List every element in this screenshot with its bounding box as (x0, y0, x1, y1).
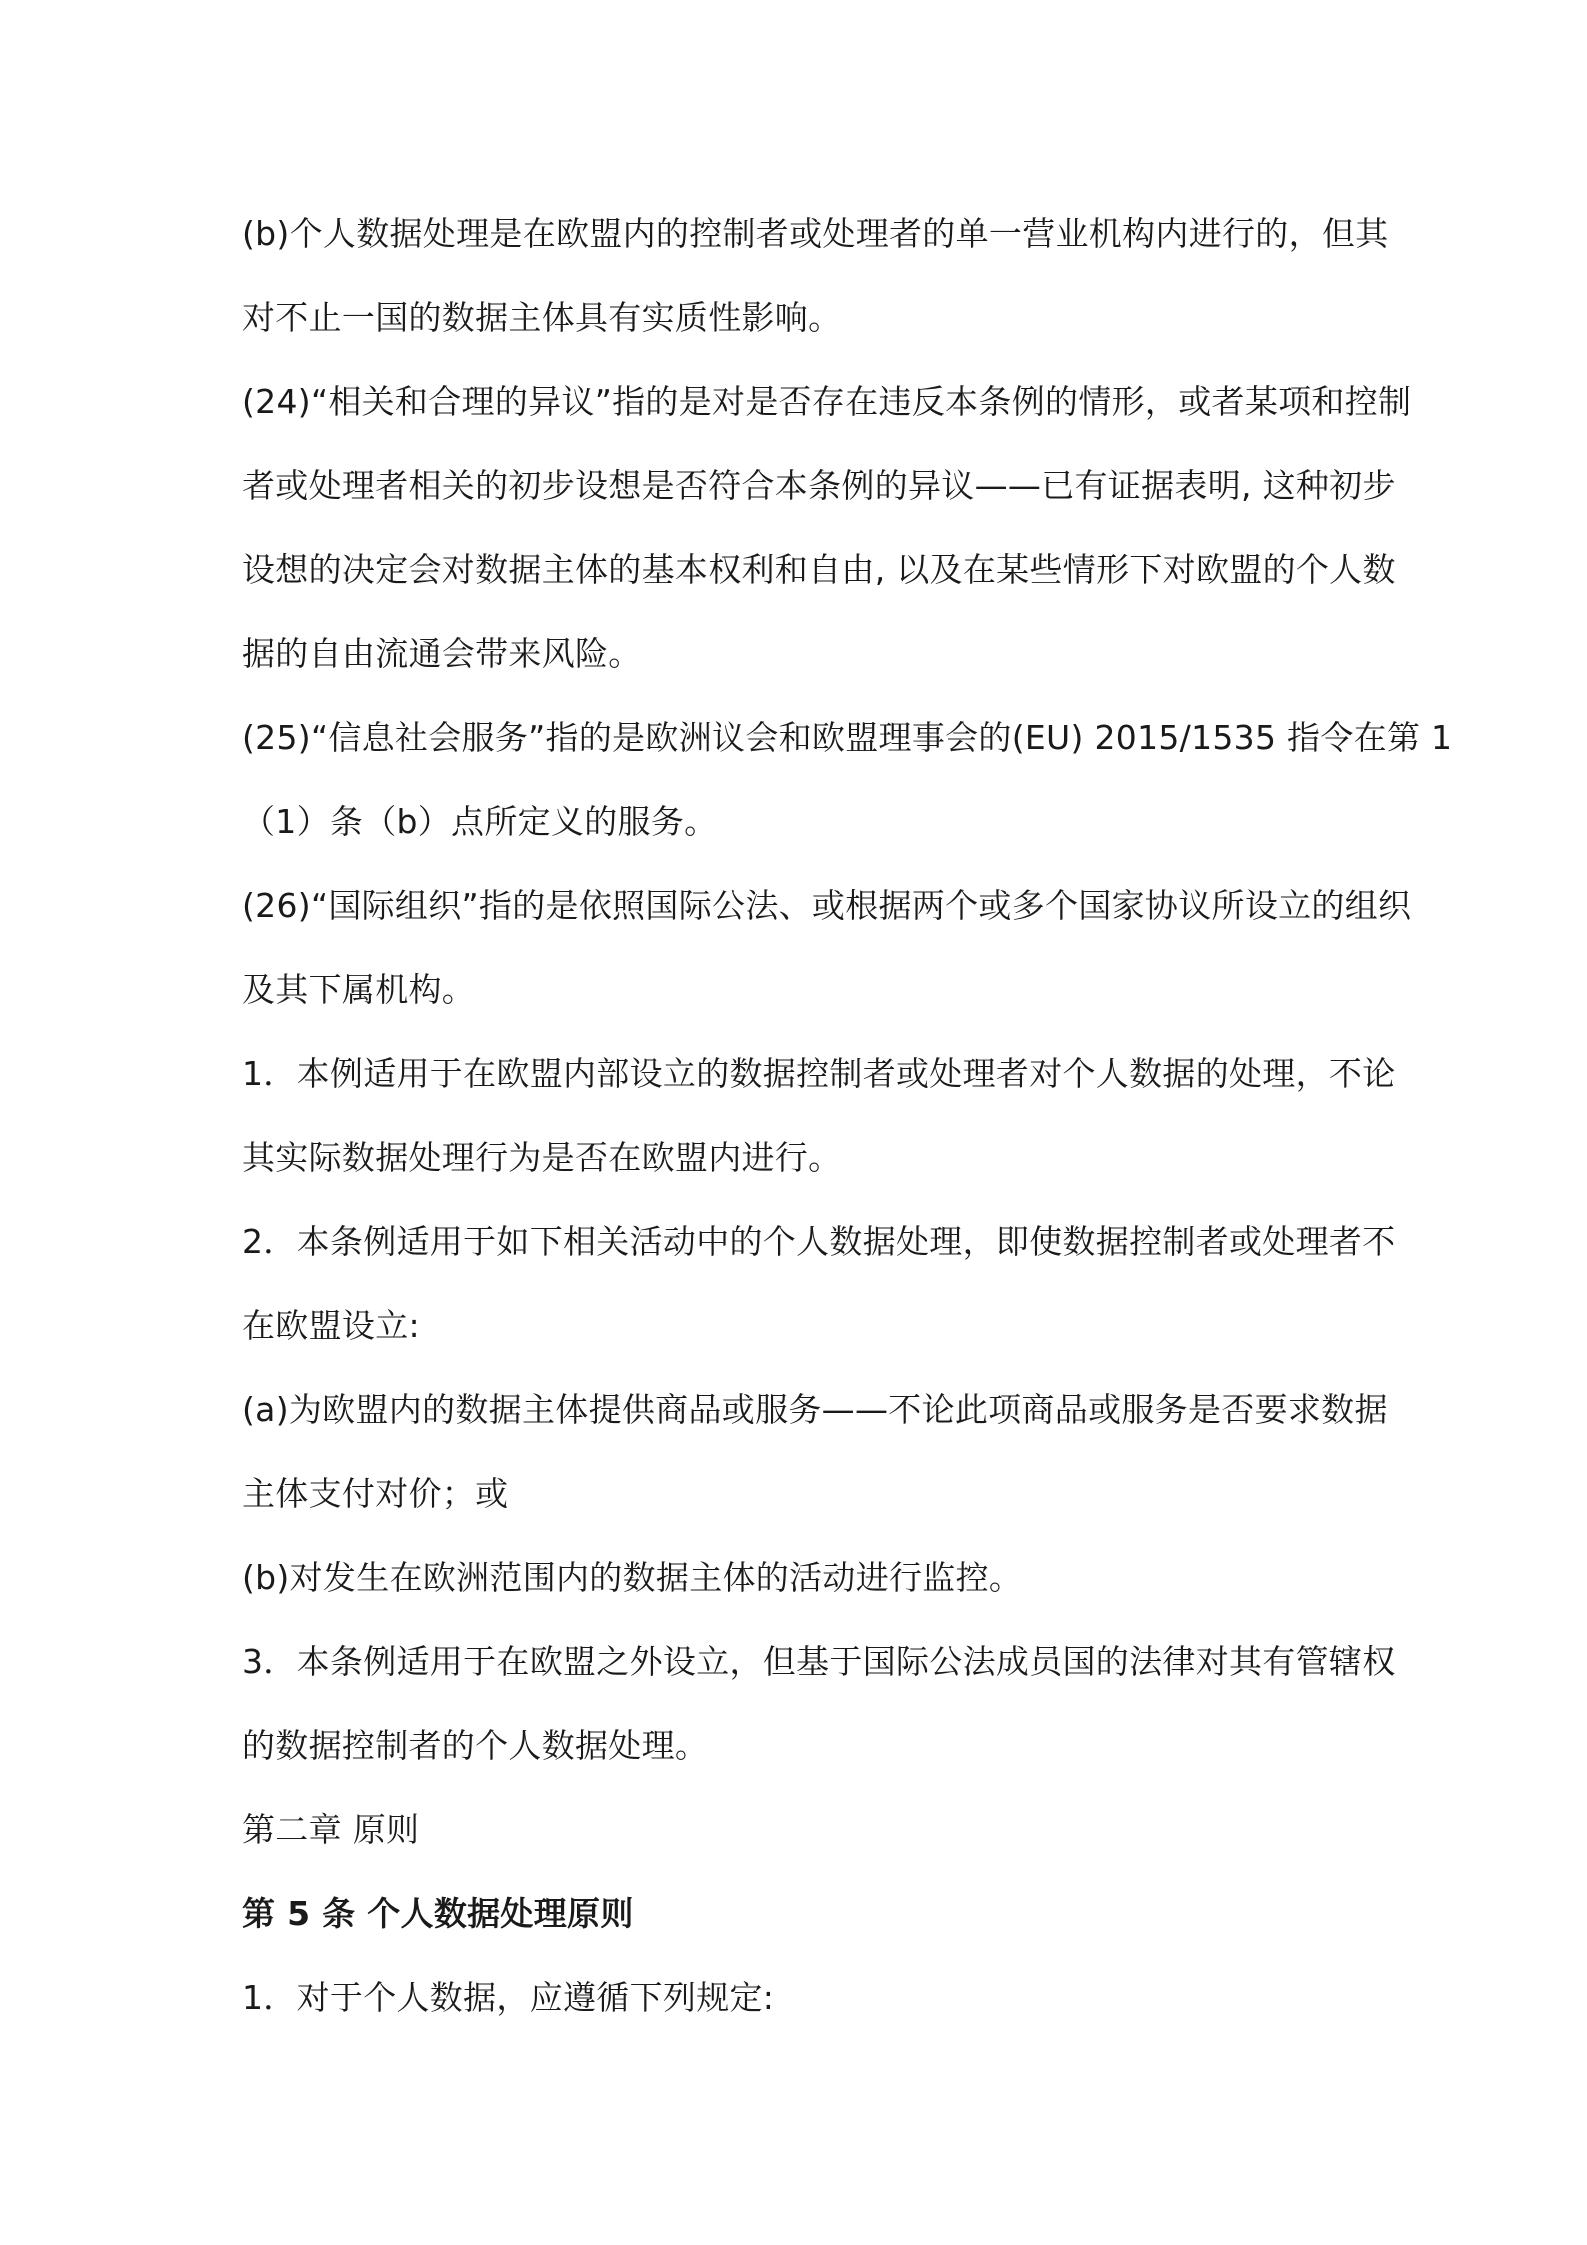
text-line: 第二章 原则 (242, 1810, 420, 1849)
text-line: 的数据控制者的个人数据处理。 (242, 1726, 709, 1765)
text-line: 其实际数据处理行为是否在欧盟内进行。 (242, 1138, 842, 1177)
text-line: 对不止一国的数据主体具有实质性影响。 (242, 298, 842, 337)
text-line: 主体支付对价；或 (242, 1474, 509, 1513)
text-line: 据的自由流通会带来风险。 (242, 634, 642, 673)
text-line: (26)“国际组织”指的是依照国际公法、或根据两个或多个国家协议所设立的组织 (242, 886, 1412, 925)
text-line: (b)对发生在欧洲范围内的数据主体的活动进行监控。 (242, 1558, 1023, 1597)
text-line: 1．对于个人数据，应遵循下列规定: (242, 1978, 775, 2017)
text-line: (25)“信息社会服务”指的是欧洲议会和欧盟理事会的(EU) 2015/1535 指令在第 1 (242, 718, 1453, 757)
text-line: 者或处理者相关的初步设想是否符合本条例的异议——已有证据表明, 这种初步 (242, 466, 1396, 505)
text-line: (b)个人数据处理是在欧盟内的控制者或处理者的单一营业机构内进行的，但其 (242, 214, 1389, 253)
text-line: (24)“相关和合理的异议”指的是对是否存在违反本条例的情形，或者某项和控制 (242, 382, 1412, 421)
document-body (242, 192, 1453, 2040)
text-line: 设想的决定会对数据主体的基本权利和自由, 以及在某些情形下对欧盟的个人数 (242, 550, 1396, 589)
text-line: （1）条（b）点所定义的服务。 (242, 802, 718, 841)
text-line: (a)为欧盟内的数据主体提供商品或服务——不论此项商品或服务是否要求数据 (242, 1390, 1388, 1429)
text-line: 2．本条例适用于如下相关活动中的个人数据处理，即使数据控制者或处理者不 (242, 1222, 1396, 1261)
text-line: 1．本例适用于在欧盟内部设立的数据控制者或处理者对个人数据的处理，不论 (242, 1054, 1396, 1093)
text-line: 3．本条例适用于在欧盟之外设立，但基于国际公法成员国的法律对其有管辖权 (242, 1642, 1396, 1681)
text-line: 及其下属机构。 (242, 970, 476, 1009)
article-heading: 第 5 条 个人数据处理原则 (242, 1894, 634, 1933)
text-line: 在欧盟设立: (242, 1306, 420, 1345)
